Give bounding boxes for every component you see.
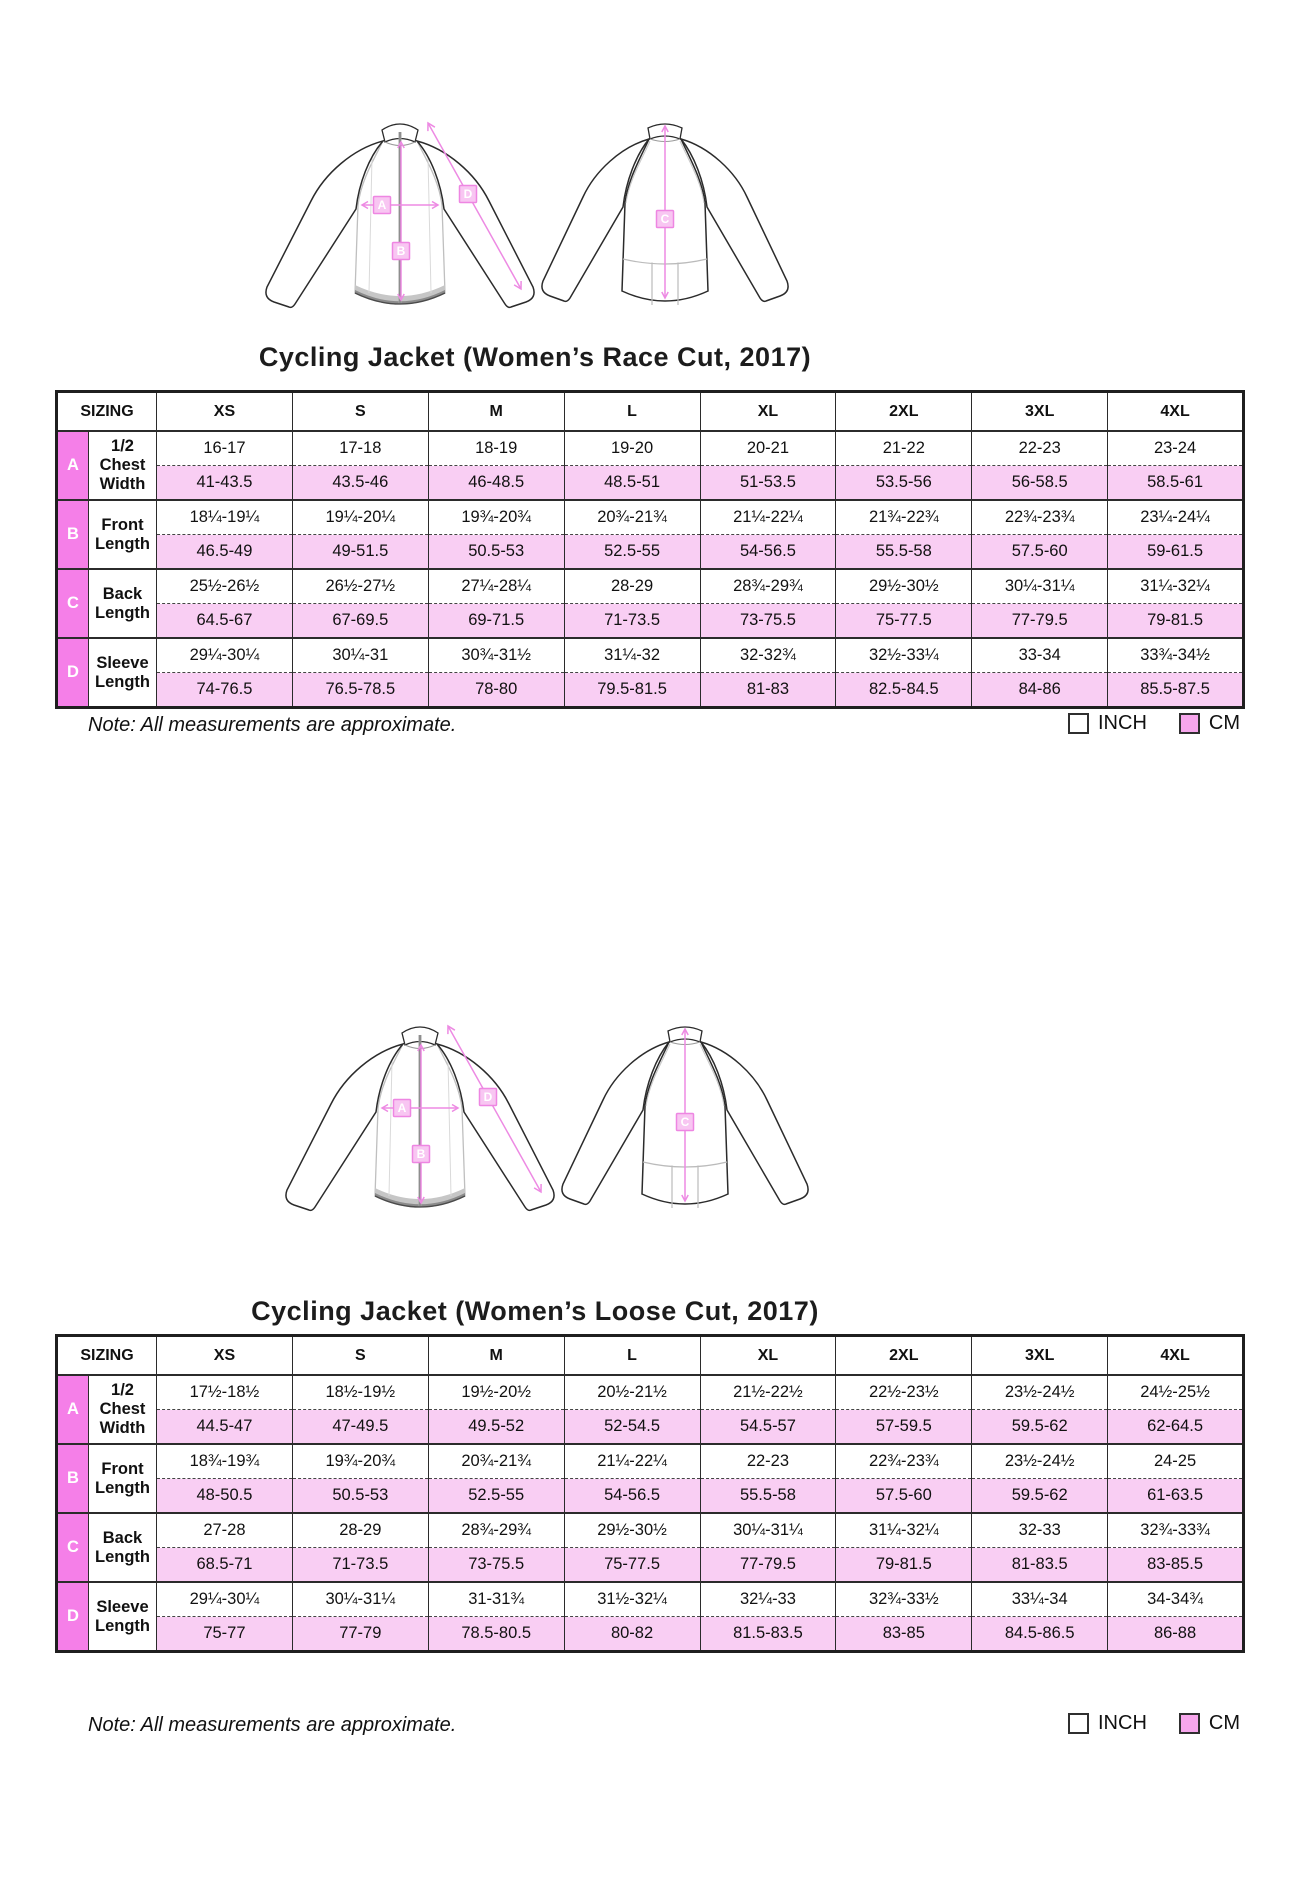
inch-value-cell: 19-20: [564, 431, 700, 466]
inch-swatch: [1068, 1713, 1089, 1734]
inch-value-cell: 23½-24½: [972, 1375, 1108, 1410]
cm-value-cell: 62-64.5: [1108, 1410, 1244, 1445]
inch-value-cell: 32¾-33¾: [1108, 1513, 1244, 1548]
inch-value-cell: 25½-26½: [157, 569, 293, 604]
cm-value-cell: 52.5-55: [428, 1479, 564, 1514]
cm-value-cell: 73-75.5: [700, 604, 836, 639]
inch-value-cell: 22¾-23¾: [836, 1444, 972, 1479]
figure-loose-cut: [275, 1018, 825, 1233]
inch-value-cell: 34-34¾: [1108, 1582, 1244, 1617]
cm-value-cell: 75-77: [157, 1617, 293, 1652]
cm-value-cell: 73-75.5: [428, 1548, 564, 1583]
inch-value-cell: 21½-22½: [700, 1375, 836, 1410]
cm-value-cell: 52.5-55: [564, 535, 700, 570]
inch-value-cell: 19½-20½: [428, 1375, 564, 1410]
cm-value-cell: 71-73.5: [564, 604, 700, 639]
row-label-back-length: Back Length: [89, 569, 157, 638]
inch-value-cell: 22-23: [700, 1444, 836, 1479]
cm-value-cell: 82.5-84.5: [836, 673, 972, 708]
cm-value-cell: 86-88: [1108, 1617, 1244, 1652]
note-loose: Note: All measurements are approximate.: [88, 1714, 457, 1736]
cm-value-cell: 59.5-62: [972, 1410, 1108, 1445]
cm-value-cell: 47-49.5: [292, 1410, 428, 1445]
cm-label: CM: [1208, 1712, 1240, 1734]
inch-value-cell: 29¼-30¼: [157, 638, 293, 673]
inch-value-cell: 32-33: [972, 1513, 1108, 1548]
inch-value-cell: 20¾-21¾: [428, 1444, 564, 1479]
cm-value-cell: 80-82: [564, 1617, 700, 1652]
loose-cut-title: Cycling Jacket (Women’s Loose Cut, 2017): [251, 1296, 819, 1326]
inch-value-cell: 29¼-30¼: [157, 1582, 293, 1617]
inch-value-cell: 31¼-32: [564, 638, 700, 673]
inch-value-cell: 27-28: [157, 1513, 293, 1548]
cm-value-cell: 56-58.5: [972, 466, 1108, 501]
size-column-header: L: [564, 1336, 700, 1376]
cm-value-cell: 54-56.5: [564, 1479, 700, 1514]
cm-swatch: [1179, 1713, 1200, 1734]
cm-value-cell: 43.5-46: [292, 466, 428, 501]
race-size-table: [55, 390, 1245, 709]
inch-value-cell: 32¼-33: [700, 1582, 836, 1617]
cm-value-cell: 75-77.5: [564, 1548, 700, 1583]
row-label-chest-width: 1/2 Chest Width: [89, 431, 157, 500]
inch-value-cell: 30¼-31¼: [700, 1513, 836, 1548]
cm-value-cell: 81.5-83.5: [700, 1617, 836, 1652]
cm-value-cell: 83-85.5: [1108, 1548, 1244, 1583]
inch-value-cell: 24½-25½: [1108, 1375, 1244, 1410]
row-label-back-length: Back Length: [89, 1513, 157, 1582]
inch-value-cell: 33¾-34½: [1108, 638, 1244, 673]
inch-value-cell: 20¾-21¾: [564, 500, 700, 535]
cm-value-cell: 50.5-53: [292, 1479, 428, 1514]
size-column-header: XL: [700, 392, 836, 432]
inch-value-cell: 30¼-31¼: [972, 569, 1108, 604]
row-letter-d: D: [57, 638, 89, 708]
row-letter-a: A: [57, 1375, 89, 1444]
cm-value-cell: 57-59.5: [836, 1410, 972, 1445]
cm-value-cell: 49.5-52: [428, 1410, 564, 1445]
inch-value-cell: 32½-33¼: [836, 638, 972, 673]
cm-value-cell: 44.5-47: [157, 1410, 293, 1445]
row-label-sleeve-length: Sleeve Length: [89, 1582, 157, 1652]
cm-value-cell: 59.5-62: [972, 1479, 1108, 1514]
cm-value-cell: 81-83.5: [972, 1548, 1108, 1583]
size-column-header: 4XL: [1108, 1336, 1244, 1376]
inch-value-cell: 22¾-23¾: [972, 500, 1108, 535]
race-cut-title: Cycling Jacket (Women’s Race Cut, 2017): [258, 342, 812, 372]
size-column-header: 3XL: [972, 1336, 1108, 1376]
inch-value-cell: 19¾-20¾: [428, 500, 564, 535]
inch-value-cell: 31½-32¼: [564, 1582, 700, 1617]
inch-value-cell: 27¼-28¼: [428, 569, 564, 604]
inch-value-cell: 19¼-20¼: [292, 500, 428, 535]
cm-value-cell: 54-56.5: [700, 535, 836, 570]
cm-value-cell: 78-80: [428, 673, 564, 708]
cm-value-cell: 58.5-61: [1108, 466, 1244, 501]
cm-value-cell: 79.5-81.5: [564, 673, 700, 708]
cm-value-cell: 53.5-56: [836, 466, 972, 501]
row-letter-d: D: [57, 1582, 89, 1652]
cm-value-cell: 55.5-58: [700, 1479, 836, 1514]
cm-value-cell: 46.5-49: [157, 535, 293, 570]
cm-value-cell: 78.5-80.5: [428, 1617, 564, 1652]
inch-value-cell: 30¼-31: [292, 638, 428, 673]
inch-value-cell: 31¼-32¼: [836, 1513, 972, 1548]
note-race: Note: All measurements are approximate.: [88, 714, 457, 736]
inch-value-cell: 21-22: [836, 431, 972, 466]
cm-value-cell: 77-79: [292, 1617, 428, 1652]
cm-label: CM: [1208, 712, 1240, 734]
cm-value-cell: 77-79.5: [700, 1548, 836, 1583]
cm-value-cell: 71-73.5: [292, 1548, 428, 1583]
cm-value-cell: 85.5-87.5: [1108, 673, 1244, 708]
inch-value-cell: 32-32¾: [700, 638, 836, 673]
cm-value-cell: 49-51.5: [292, 535, 428, 570]
row-letter-c: C: [57, 569, 89, 638]
inch-value-cell: 20½-21½: [564, 1375, 700, 1410]
cm-value-cell: 84-86: [972, 673, 1108, 708]
inch-value-cell: 19¾-20¾: [292, 1444, 428, 1479]
inch-value-cell: 22½-23½: [836, 1375, 972, 1410]
cm-value-cell: 81-83: [700, 673, 836, 708]
row-label-front-length: Front Length: [89, 500, 157, 569]
legend-race: [1068, 712, 1240, 735]
cm-value-cell: 77-79.5: [972, 604, 1108, 639]
inch-value-cell: 21¾-22¾: [836, 500, 972, 535]
inch-value-cell: 17½-18½: [157, 1375, 293, 1410]
size-column-header: S: [292, 1336, 428, 1376]
legend-loose: [1068, 1712, 1240, 1735]
cm-swatch: [1179, 713, 1200, 734]
inch-value-cell: 23-24: [1108, 431, 1244, 466]
row-label-sleeve-length: Sleeve Length: [89, 638, 157, 708]
size-column-header: M: [428, 392, 564, 432]
inch-value-cell: 23¼-24¼: [1108, 500, 1244, 535]
cm-value-cell: 54.5-57: [700, 1410, 836, 1445]
inch-value-cell: 29½-30½: [836, 569, 972, 604]
size-column-header: S: [292, 392, 428, 432]
cm-value-cell: 41-43.5: [157, 466, 293, 501]
size-column-header: 4XL: [1108, 392, 1244, 432]
cm-value-cell: 46-48.5: [428, 466, 564, 501]
cm-value-cell: 68.5-71: [157, 1548, 293, 1583]
inch-label: INCH: [1098, 1712, 1147, 1734]
cm-value-cell: 52-54.5: [564, 1410, 700, 1445]
cm-value-cell: 75-77.5: [836, 604, 972, 639]
inch-value-cell: 28-29: [292, 1513, 428, 1548]
inch-value-cell: 31¼-32¼: [1108, 569, 1244, 604]
inch-value-cell: 29½-30½: [564, 1513, 700, 1548]
inch-value-cell: 28¾-29¾: [700, 569, 836, 604]
cm-value-cell: 50.5-53: [428, 535, 564, 570]
inch-swatch: [1068, 713, 1089, 734]
inch-value-cell: 24-25: [1108, 1444, 1244, 1479]
cm-value-cell: 59-61.5: [1108, 535, 1244, 570]
row-label-front-length: Front Length: [89, 1444, 157, 1513]
inch-value-cell: 28¾-29¾: [428, 1513, 564, 1548]
inch-value-cell: 17-18: [292, 431, 428, 466]
size-column-header: XS: [157, 1336, 293, 1376]
row-letter-c: C: [57, 1513, 89, 1582]
cm-value-cell: 48.5-51: [564, 466, 700, 501]
cm-value-cell: 69-71.5: [428, 604, 564, 639]
sizing-header: SIZING: [57, 1336, 157, 1376]
size-column-header: 3XL: [972, 392, 1108, 432]
inch-value-cell: 33¼-34: [972, 1582, 1108, 1617]
row-letter-b: B: [57, 1444, 89, 1513]
inch-value-cell: 30¾-31½: [428, 638, 564, 673]
inch-value-cell: 28-29: [564, 569, 700, 604]
figure-race-cut: [255, 115, 805, 330]
inch-label: INCH: [1098, 712, 1147, 734]
cm-value-cell: 64.5-67: [157, 604, 293, 639]
cm-value-cell: 55.5-58: [836, 535, 972, 570]
inch-value-cell: 20-21: [700, 431, 836, 466]
size-column-header: XS: [157, 392, 293, 432]
cm-value-cell: 79-81.5: [1108, 604, 1244, 639]
loose-size-table: [55, 1334, 1245, 1653]
inch-value-cell: 18¾-19¾: [157, 1444, 293, 1479]
inch-value-cell: 30¼-31¼: [292, 1582, 428, 1617]
size-column-header: 2XL: [836, 1336, 972, 1376]
cm-value-cell: 57.5-60: [972, 535, 1108, 570]
inch-value-cell: 33-34: [972, 638, 1108, 673]
size-column-header: XL: [700, 1336, 836, 1376]
row-label-chest-width: 1/2 Chest Width: [89, 1375, 157, 1444]
cm-value-cell: 61-63.5: [1108, 1479, 1244, 1514]
cm-value-cell: 51-53.5: [700, 466, 836, 501]
inch-value-cell: 18½-19½: [292, 1375, 428, 1410]
inch-value-cell: 18¼-19¼: [157, 500, 293, 535]
inch-value-cell: 23½-24½: [972, 1444, 1108, 1479]
size-column-header: 2XL: [836, 392, 972, 432]
cm-value-cell: 83-85: [836, 1617, 972, 1652]
inch-value-cell: 32¾-33½: [836, 1582, 972, 1617]
size-column-header: M: [428, 1336, 564, 1376]
inch-value-cell: 31-31¾: [428, 1582, 564, 1617]
inch-value-cell: 18-19: [428, 431, 564, 466]
cm-value-cell: 57.5-60: [836, 1479, 972, 1514]
cm-value-cell: 76.5-78.5: [292, 673, 428, 708]
inch-value-cell: 26½-27½: [292, 569, 428, 604]
row-letter-a: A: [57, 431, 89, 500]
cm-value-cell: 48-50.5: [157, 1479, 293, 1514]
row-letter-b: B: [57, 500, 89, 569]
cm-value-cell: 84.5-86.5: [972, 1617, 1108, 1652]
cm-value-cell: 74-76.5: [157, 673, 293, 708]
inch-value-cell: 21¼-22¼: [700, 500, 836, 535]
sizing-header: SIZING: [57, 392, 157, 432]
inch-value-cell: 22-23: [972, 431, 1108, 466]
cm-value-cell: 79-81.5: [836, 1548, 972, 1583]
size-column-header: L: [564, 392, 700, 432]
inch-value-cell: 21¼-22¼: [564, 1444, 700, 1479]
cm-value-cell: 67-69.5: [292, 604, 428, 639]
inch-value-cell: 16-17: [157, 431, 293, 466]
